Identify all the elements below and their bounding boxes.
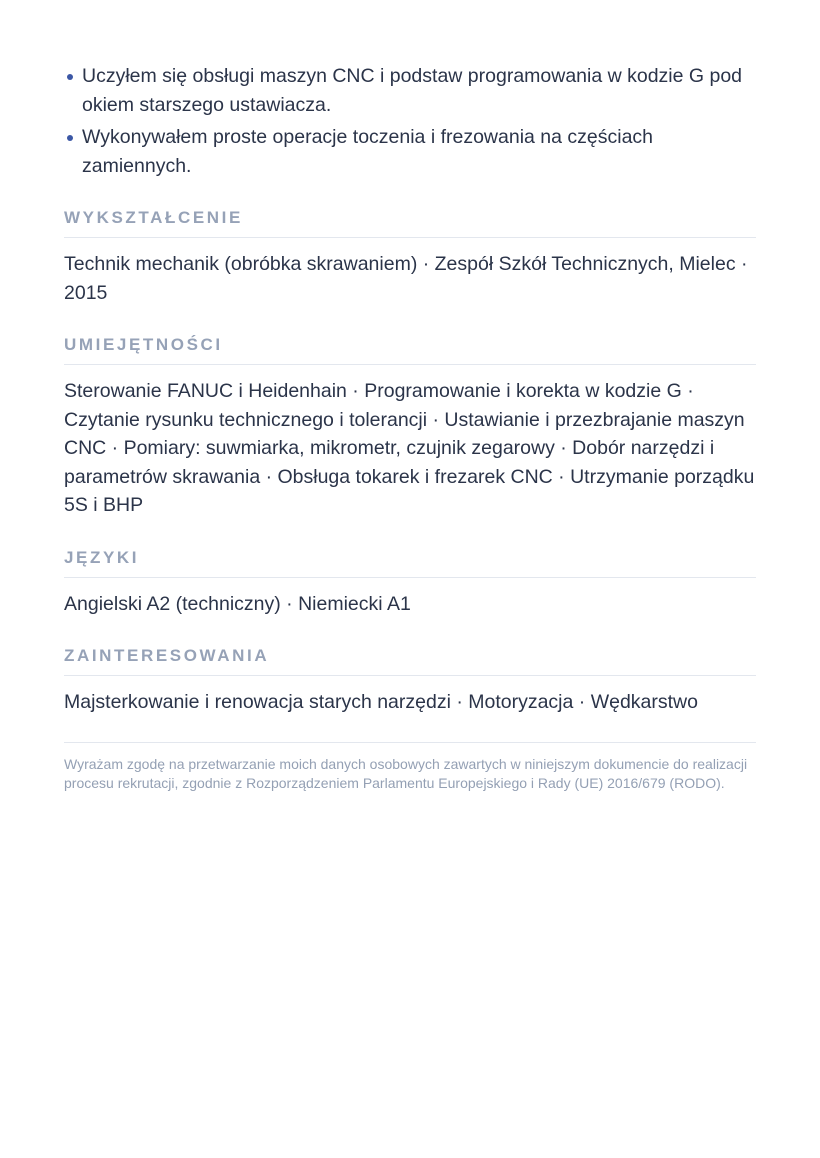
experience-bullet-text: Wykonywałem proste operacje toczenia i frezowania na częściach zamiennych.	[82, 126, 654, 177]
interests-heading: ZAINTERESOWANIA	[64, 645, 756, 676]
experience-bullet-text: Uczyłem się obsługi maszyn CNC i podstaw programowania w kodzie G pod okiem starszego ustawiacza.	[82, 65, 743, 116]
gdpr-consent-clause: Wyrażam zgodę na przetwarzanie moich danych osobowych zawartych w niniejszym dokumencie do realizacji procesu rekrutacji, zgodnie z Rozporządzeniem Parlamentu Europejskiego i Rady (UE) 2016/679 (RODO).	[64, 742, 756, 793]
skills-text: Sterowanie FANUC i Heidenhain · Programowanie i korekta w kodzie G · Czytanie rysunku technicznego i tolerancji · Ustawianie i przezbrajanie maszyn CNC · Pomiary: suwmiarka, mikrometr, czujnik zegarowy · Dobór narzędzi i parametrów skrawania · Obsługa tokarek i frezarek CNC · Utrzymanie porządku 5S i BHP	[64, 380, 755, 516]
languages-heading: JĘZYKI	[64, 547, 756, 578]
experience-bullet-list	[64, 62, 756, 180]
cv-content	[64, 62, 756, 793]
skills-heading: UMIEJĘTNOŚCI	[64, 334, 756, 365]
bullet-dot-icon	[67, 135, 73, 141]
education-heading: WYKSZTAŁCENIE	[64, 207, 756, 238]
experience-bullet	[64, 62, 756, 119]
interests-section	[64, 645, 756, 717]
skills-section	[64, 334, 756, 520]
experience-bullet	[64, 123, 756, 180]
languages-text: Angielski A2 (techniczny) · Niemiecki A1	[64, 592, 411, 615]
languages-section	[64, 547, 756, 619]
interests-text: Majsterkowanie i renowacja starych narzędzi · Motoryzacja · Wędkarstwo	[64, 691, 698, 713]
education-section	[64, 207, 756, 307]
bullet-dot-icon	[67, 74, 73, 80]
education-text: Technik mechanik (obróbka skrawaniem) · Zespół Szkół Technicznych, Mielec · 2015	[64, 253, 748, 304]
